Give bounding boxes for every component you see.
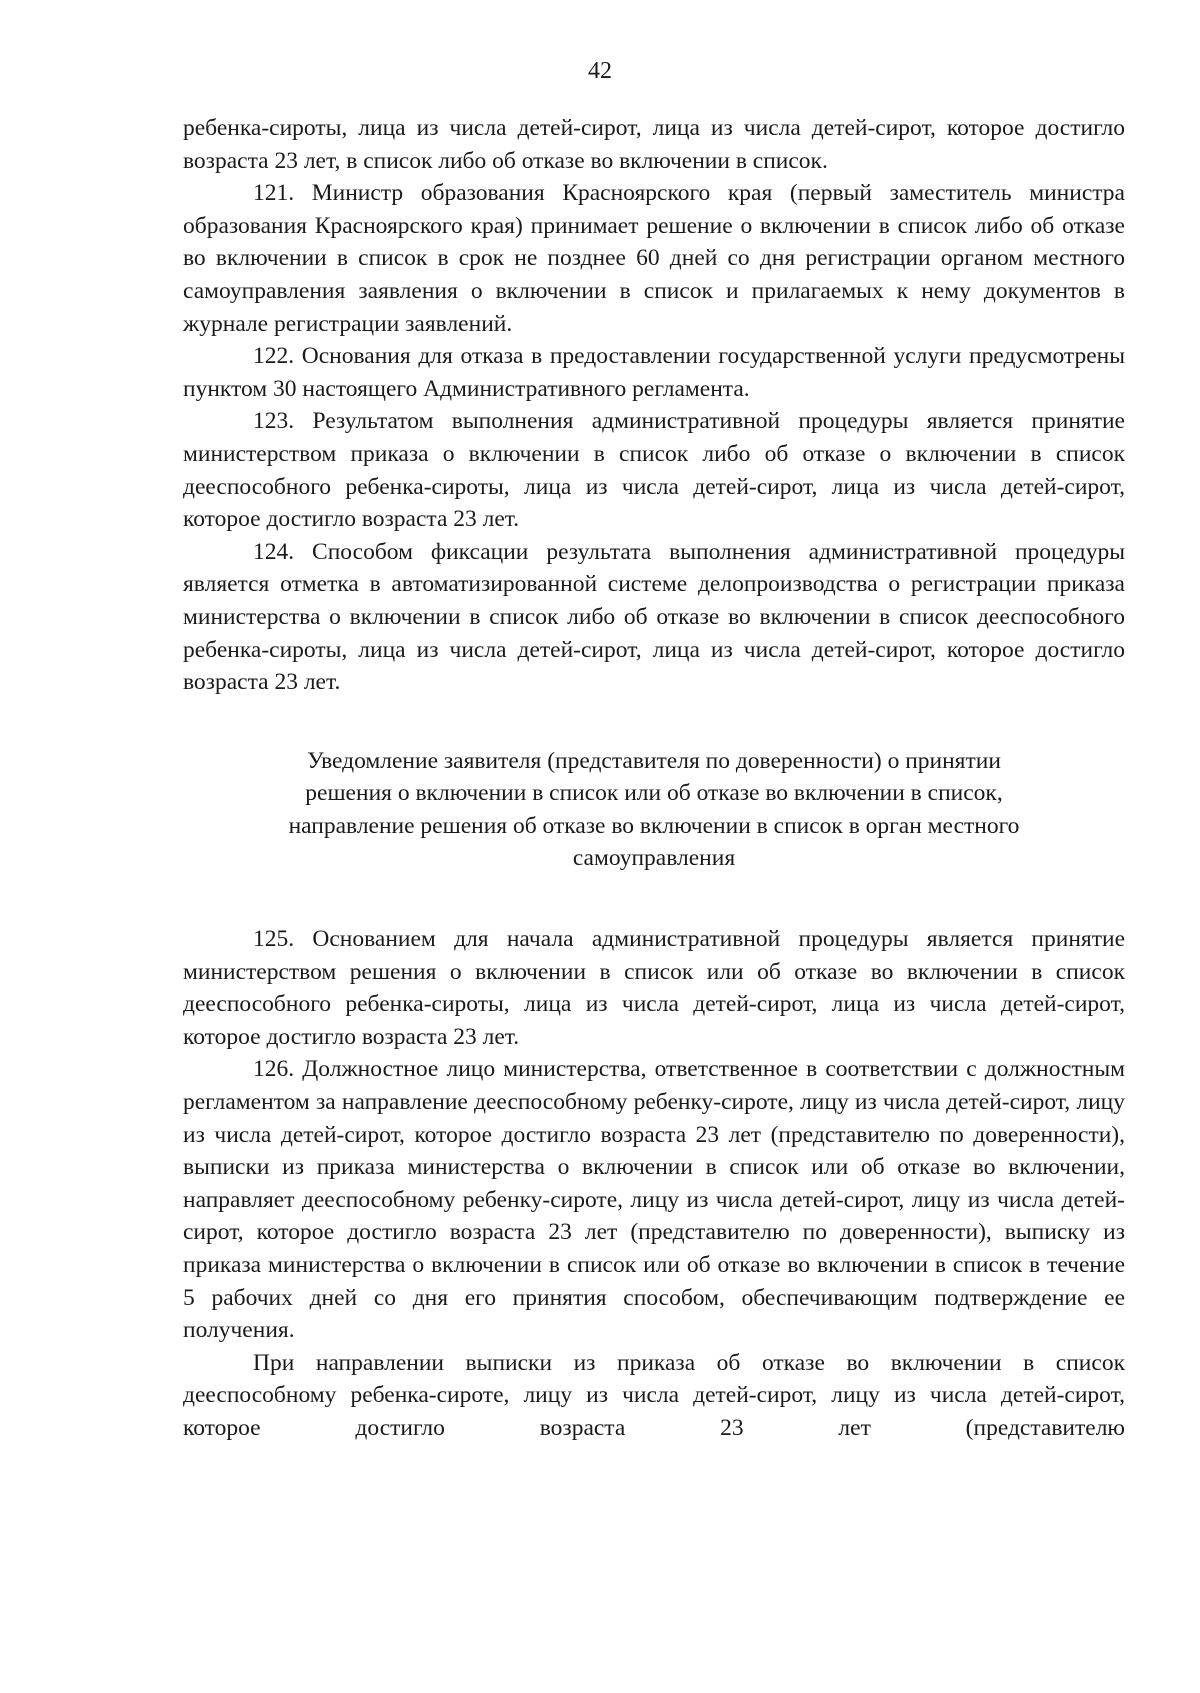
paragraph-123: 123. Результатом выполнения административной процедуры является принятие министерством приказа о включении в список либо об отказе о включении в список дееспособного ребенка-сироты, лица из числа детей-сирот, лица из числа детей-сирот, которое достигло возраста 23 лет. [183,408,1125,533]
section-heading-line: решения о включении в список или об отказе во включении в список, [305,780,1003,807]
paragraph-122: 122. Основания для отказа в предоставлении государственной услуги предусмотрены пунктом 30 настоящего Административного регламента. [183,343,1125,402]
paragraph-notification: При направлении выписки из приказа об отказе во включении в список дееспособному ребенка-сироте, лицу из числа детей-сирот, лицу из числа детей-сирот, которое достигло возраста 23 лет (представителю [183,1349,1125,1441]
section-heading-line: самоуправления [572,845,736,872]
section-heading-line: направление решения об отказе во включении в список в орган местного [288,812,1020,839]
section-heading [183,745,1125,875]
document-body [183,112,1125,1445]
paragraph-121: 121. Министр образования Красноярского края (первый заместитель министра образования Красноярского края) принимает решение о включении в список либо об отказе во включении в список в срок не позднее 60 дней со дня регистрации органом местного самоуправления заявления о включении в список и прилагаемых к нему документов в журнале регистрации заявлений. [183,180,1125,337]
paragraph-124: 124. Способом фиксации результата выполнения административной процедуры является отметка в автоматизированной системе делопроизводства о регистрации приказа министерства о включении в список либо об отказе во включении в список дееспособного ребенка-сироты, лица из числа детей-сирот, лица из числа детей-сирот, которое достигло возраста 23 лет. [183,538,1125,696]
page-number: 42 [588,58,612,84]
section-heading-line: Уведомление заявителя (представителя по доверенности) о принятии [307,747,1001,774]
paragraph-126: 126. Должностное лицо министерства, ответственное в соответствии с должностным регламентом за направление дееспособному ребенку-сироте, лицу из числа детей-сирот, лицу из числа детей-сирот, которое достигло возраста 23 лет (представителю по доверенности), выписки из приказа министерства о включении в список или об отказе во включении, направляет дееспособному ребенку-сироте, лицу из числа детей-сирот, лицу из числа детей-сирот, которое достигло возраста 23 лет (представителю по доверенности), выписку из приказа министерства о включении в список или об отказе во включении в список в течение 5 рабочих дней со дня его принятия способом, обеспечивающим подтверждение ее получения. [183,1056,1125,1344]
paragraph-125: 125. Основанием для начала административной процедуры является принятие министерством решения о включении в список или об отказе во включении в список дееспособного ребенка-сироты, лица из числа детей-сирот, лица из числа детей-сирот, которое достигло возраста 23 лет. [183,926,1125,1050]
paragraph-continuation: ребенка-сироты, лица из числа детей-сирот, лица из числа детей-сирот, которое достигло возраста 23 лет, в список либо об отказе во включении в список. [183,115,1125,174]
